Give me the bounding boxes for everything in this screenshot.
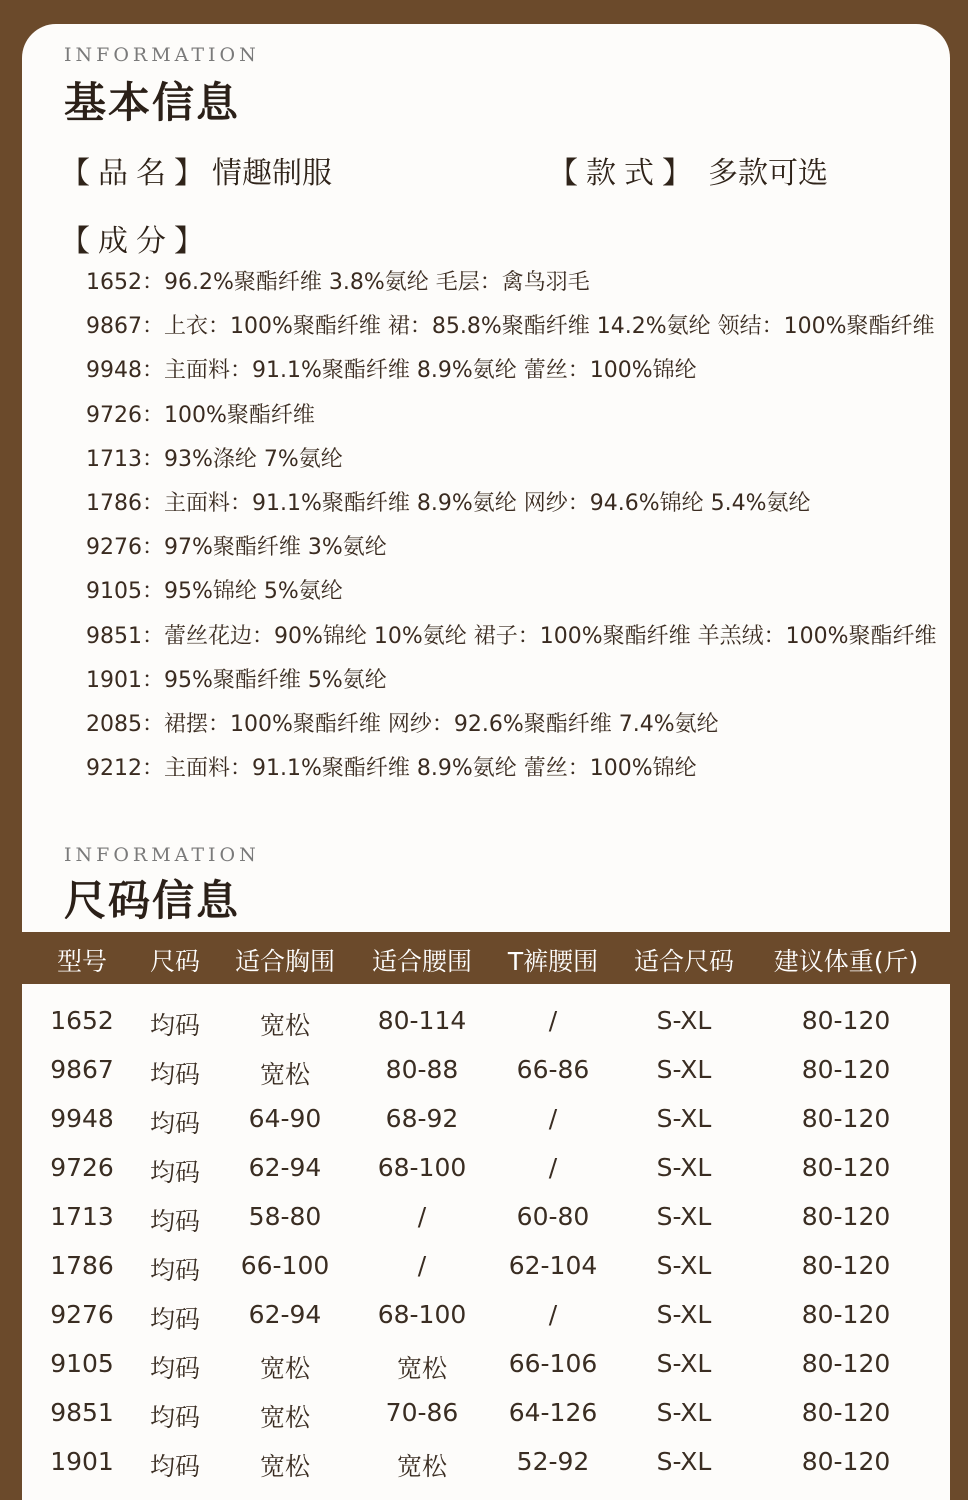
- table-cell: 66-100: [240, 1251, 330, 1280]
- table-cell: 64-90: [248, 1104, 322, 1133]
- table-row: [22, 1194, 950, 1243]
- composition-line: 9851：蕾丝花边：90%锦纶 10%氨纶 裙子：100%聚酯纤维 羊羔绒：100%聚酯纤维: [86, 623, 937, 649]
- table-row: [22, 1341, 950, 1390]
- column-header: 适合腰围: [371, 947, 472, 976]
- column-header: T裤腰围: [507, 947, 599, 976]
- table-cell: S-XL: [656, 1300, 712, 1329]
- size-table-header: [0, 932, 968, 984]
- table-cell: 80-88: [385, 1055, 459, 1084]
- table-cell: 64-126: [508, 1398, 598, 1427]
- table-cell: 80-120: [801, 1202, 891, 1231]
- table-cell: 9867: [50, 1055, 114, 1084]
- table-cell: 80-120: [801, 1447, 891, 1476]
- table-cell: /: [417, 1202, 427, 1231]
- table-cell: 80-120: [801, 1055, 891, 1084]
- table-cell: S-XL: [656, 1349, 712, 1378]
- table-cell: 80-120: [801, 1006, 891, 1035]
- table-cell: 均码: [149, 1354, 200, 1383]
- composition-line: 1652：96.2%聚酯纤维 3.8%氨纶 毛层：禽鸟羽毛: [86, 270, 590, 295]
- composition-line: 2085：裙摆：100%聚酯纤维 网纱：92.6%聚酯纤维 7.4%氨纶: [86, 712, 719, 737]
- table-cell: S-XL: [656, 1447, 712, 1476]
- table-cell: 均码: [149, 1207, 200, 1236]
- table-cell: 68-100: [377, 1153, 467, 1182]
- table-cell: /: [548, 1006, 558, 1035]
- table-cell: 均码: [149, 1109, 200, 1138]
- table-cell: 9851: [50, 1398, 114, 1427]
- table-cell: 80-120: [801, 1349, 891, 1378]
- basic-info-title: 基本信息: [64, 78, 241, 127]
- table-cell: 宽松: [259, 1403, 310, 1432]
- table-row: [22, 1439, 950, 1488]
- table-cell: S-XL: [656, 1202, 712, 1231]
- table-cell: S-XL: [656, 1153, 712, 1182]
- table-cell: 均码: [149, 1305, 200, 1334]
- table-cell: 9948: [50, 1104, 114, 1133]
- table-cell: 1901: [50, 1447, 114, 1476]
- composition-line: 1901：95%聚酯纤维 5%氨纶: [86, 667, 387, 693]
- composition-label: 【成分】: [60, 224, 212, 259]
- table-cell: 66-106: [508, 1349, 598, 1378]
- composition-line: 9726：100%聚酯纤维: [86, 402, 315, 428]
- table-cell: 宽松: [259, 1011, 310, 1040]
- size-table-body: [22, 984, 950, 1500]
- table-cell: 1713: [50, 1202, 114, 1231]
- table-cell: /: [548, 1104, 558, 1133]
- composition-line: 9212：主面料：91.1%聚酯纤维 8.9%氨纶 蕾丝：100%锦纶: [86, 756, 697, 782]
- table-cell: 均码: [149, 1452, 200, 1481]
- column-header: 型号: [56, 947, 107, 976]
- size-info-title: 尺码信息: [64, 876, 241, 925]
- table-cell: S-XL: [656, 1006, 712, 1035]
- table-cell: 宽松: [259, 1354, 310, 1383]
- table-row: [22, 1390, 950, 1439]
- table-cell: S-XL: [656, 1055, 712, 1084]
- table-cell: 均码: [149, 1011, 200, 1040]
- table-cell: 52-92: [516, 1447, 590, 1476]
- column-header: 建议体重(斤): [773, 947, 919, 976]
- style-value: 多款可选: [708, 156, 828, 191]
- table-cell: 80-120: [801, 1300, 891, 1329]
- basic-info-eyebrow: INFORMATION: [64, 44, 260, 66]
- table-cell: 9105: [50, 1349, 114, 1378]
- composition-line: 1786：主面料：91.1%聚酯纤维 8.9%氨纶 网纱：94.6%锦纶 5.4%氨纶: [86, 491, 811, 516]
- table-cell: 80-120: [801, 1104, 891, 1133]
- table-cell: 1652: [50, 1006, 114, 1035]
- composition-line: 1713：93%涤纶 7%氨纶: [86, 446, 343, 472]
- table-row: [22, 1145, 950, 1194]
- column-header: 尺码: [149, 947, 200, 976]
- table-cell: 宽松: [259, 1452, 310, 1481]
- table-cell: 62-94: [248, 1300, 322, 1329]
- table-cell: S-XL: [656, 1104, 712, 1133]
- table-row: [22, 1047, 950, 1096]
- watermark: [720, 1245, 860, 1325]
- product-name-field: [60, 148, 332, 192]
- table-cell: 66-86: [516, 1055, 590, 1084]
- table-cell: 68-92: [385, 1104, 459, 1133]
- table-cell: 9726: [50, 1153, 114, 1182]
- table-cell: /: [548, 1300, 558, 1329]
- composition-line: 9948：主面料：91.1%聚酯纤维 8.9%氨纶 蕾丝：100%锦纶: [86, 358, 697, 384]
- table-cell: S-XL: [656, 1251, 712, 1280]
- column-header: 适合尺码: [633, 947, 734, 976]
- table-cell: 均码: [149, 1158, 200, 1187]
- table-cell: /: [417, 1251, 427, 1280]
- table-cell: 9276: [50, 1300, 114, 1329]
- table-cell: 80-120: [801, 1251, 891, 1280]
- table-cell: 均码: [149, 1256, 200, 1285]
- size-info-eyebrow: INFORMATION: [64, 844, 260, 866]
- table-cell: 68-100: [377, 1300, 467, 1329]
- table-cell: 62-94: [248, 1153, 322, 1182]
- table-cell: 1786: [50, 1251, 114, 1280]
- table-cell: 80-120: [801, 1153, 891, 1182]
- column-header: 适合胸围: [234, 947, 335, 976]
- table-cell: /: [548, 1153, 558, 1182]
- table-cell: 均码: [149, 1403, 200, 1432]
- table-row: [22, 998, 950, 1047]
- composition-line: 9105：95%锦纶 5%氨纶: [86, 579, 343, 605]
- table-cell: 58-80: [248, 1202, 322, 1231]
- table-cell: 80-120: [801, 1398, 891, 1427]
- table-row: [22, 1096, 950, 1145]
- style-label: 【款式】: [548, 156, 700, 191]
- table-cell: 70-86: [385, 1398, 459, 1427]
- table-cell: 均码: [149, 1060, 200, 1089]
- table-cell: 80-114: [377, 1006, 467, 1035]
- table-cell: 宽松: [396, 1452, 447, 1481]
- composition-line: 9276：97%聚酯纤维 3%氨纶: [86, 535, 387, 561]
- composition-line: 9867：上衣：100%聚酯纤维 裙：85.8%聚酯纤维 14.2%氨纶 领结：100%聚酯纤维: [86, 314, 935, 340]
- table-cell: 60-80: [516, 1202, 590, 1231]
- product-name-label: 【品名】: [60, 156, 212, 191]
- style-field: [548, 148, 828, 192]
- table-cell: 宽松: [259, 1060, 310, 1089]
- table-cell: 62-104: [508, 1251, 598, 1280]
- table-cell: 宽松: [396, 1354, 447, 1383]
- table-cell: S-XL: [656, 1398, 712, 1427]
- product-name-value: 情趣制服: [212, 156, 332, 191]
